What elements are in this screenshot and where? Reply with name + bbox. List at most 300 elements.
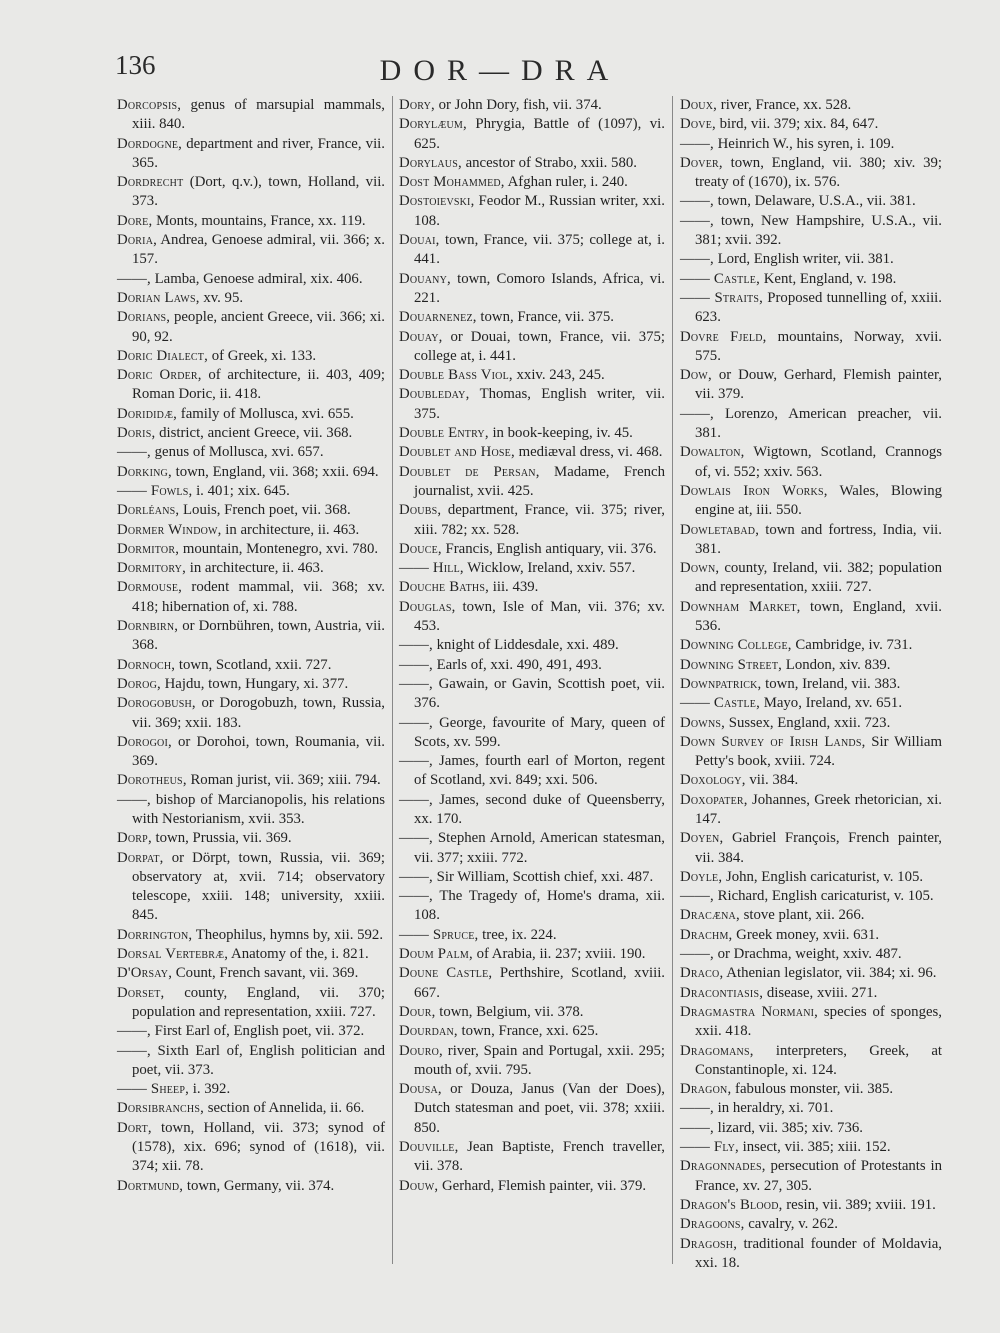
entry-headword: Dorking, xyxy=(117,463,172,480)
index-entry xyxy=(399,540,665,559)
entry-text: or Douza, Janus (Van der Does), Dutch statesman and poet, vii. 378; xxiii. 850. xyxy=(414,1081,666,1136)
entry-headword: ——, xyxy=(680,405,714,422)
entry-headword: Doyle, xyxy=(680,868,723,885)
index-entry xyxy=(399,829,665,868)
index-entry xyxy=(680,964,942,983)
entry-headword: ——, xyxy=(117,791,151,808)
entry-text: Louis, French poet, vii. 368. xyxy=(183,502,351,519)
entry-text: Cambridge, iv. 731. xyxy=(795,637,913,654)
entry-text: Phrygia, Battle of (1097), vi. 625. xyxy=(414,116,665,152)
index-entry xyxy=(117,791,385,830)
entry-text: Heinrich W., his syren, i. 109. xyxy=(717,135,895,152)
index-entry xyxy=(117,424,385,443)
entry-headword: Dousa, xyxy=(399,1081,442,1098)
entry-headword: Dost Mohammed, xyxy=(399,174,505,191)
entry-headword: —— Straits, xyxy=(680,289,763,306)
entry-text: in heraldry, xi. 701. xyxy=(717,1100,834,1117)
index-entry xyxy=(117,366,385,405)
index-entry xyxy=(399,154,665,173)
entry-headword: Dorog, xyxy=(117,675,161,692)
index-entry xyxy=(680,984,942,1003)
index-entry xyxy=(680,656,942,675)
index-entry xyxy=(680,1080,942,1099)
entry-text: department and river, France, vii. 365. xyxy=(132,135,385,171)
index-entry xyxy=(117,964,385,983)
entry-text: town, Belgium, vii. 378. xyxy=(439,1003,584,1020)
index-entry xyxy=(399,714,665,753)
index-entry xyxy=(117,617,385,656)
entry-text: Sir William, Scottish chief, xxi. 487. xyxy=(436,868,654,885)
entry-text: Kent, England, v. 198. xyxy=(763,270,897,287)
index-entry xyxy=(399,501,665,540)
entry-text: or Douai, town, France, vii. 375; college at, i. 441. xyxy=(414,328,666,364)
entry-text: vii. 384. xyxy=(749,772,799,789)
entry-text: people, ancient Greece, vii. 366; xi. 90, 92. xyxy=(132,309,385,345)
index-entry xyxy=(399,366,665,385)
entry-headword: Doubleday, xyxy=(399,386,470,403)
index-entry xyxy=(117,559,385,578)
entry-text: of Greek, xi. 133. xyxy=(211,347,317,364)
entry-text: knight of Liddesdale, xxi. 489. xyxy=(436,637,619,654)
index-entry xyxy=(680,443,942,482)
index-entry xyxy=(399,1022,665,1041)
index-column-2 xyxy=(399,96,665,1196)
index-entry xyxy=(399,1177,665,1196)
index-entry xyxy=(680,675,942,694)
entry-headword: Downham Market, xyxy=(680,598,801,615)
entry-text: town, New Hampshire, U.S.A., vii. 381; xvii. 392. xyxy=(695,212,942,249)
index-entry xyxy=(680,598,942,637)
entry-text: in book-keeping, iv. 45. xyxy=(492,425,633,442)
entry-text: Gabriel François, French painter, vii. 384. xyxy=(695,830,943,866)
index-entry xyxy=(680,250,942,269)
index-entry xyxy=(399,559,665,578)
index-entry xyxy=(117,984,385,1023)
entry-headword: Dornbirn, xyxy=(117,618,179,635)
index-entry xyxy=(680,1119,942,1138)
index-entry xyxy=(399,868,665,887)
index-column-3 xyxy=(680,96,942,1273)
index-entry xyxy=(680,521,942,560)
entry-text: fabulous monster, vii. 385. xyxy=(735,1081,894,1098)
entry-text: mountain, Montenegro, xvi. 780. xyxy=(182,540,379,557)
entry-text: Gawain, or Gavin, Scottish poet, vii. 376. xyxy=(414,675,665,712)
index-entry xyxy=(399,385,665,424)
entry-text: Stephen Arnold, American statesman, vii. 377; xxiii. 772. xyxy=(414,830,665,866)
entry-headword: ——, xyxy=(399,753,433,770)
entry-text: Francis, English antiquary, vii. 376. xyxy=(445,540,657,557)
entry-text: town, France, xxi. 625. xyxy=(461,1023,599,1040)
entry-text: genus of Mollusca, xvi. 657. xyxy=(154,444,324,461)
entry-headword: Dover, xyxy=(680,154,723,171)
entry-text: bishop of Marcianopolis, his relations with Nestorianism, xvii. 353. xyxy=(132,791,385,827)
entry-headword: D'Orsay, xyxy=(117,965,173,982)
entry-headword: Dormouse, xyxy=(117,579,183,596)
entry-headword: Dorpat, xyxy=(117,849,164,866)
entry-text: town, Delaware, U.S.A., vii. 381. xyxy=(717,193,916,210)
entry-text: town, England, vii. 380; xiv. 39; treaty of (1670), ix. 576. xyxy=(695,154,943,191)
index-entry xyxy=(117,347,385,366)
entry-text: John, English caricaturist, v. 105. xyxy=(725,868,924,885)
index-entry xyxy=(680,154,942,193)
index-entry xyxy=(117,656,385,675)
entry-headword: Double Entry, xyxy=(399,425,489,442)
entry-headword: ——, xyxy=(117,444,151,461)
entry-headword: Dragosh, xyxy=(680,1235,738,1252)
entry-headword: ——, xyxy=(680,251,714,268)
index-entry xyxy=(117,733,385,772)
entry-text: James, second duke of Queensberry, xx. 170. xyxy=(414,791,665,827)
entry-text: Jean Baptiste, French traveller, vii. 378. xyxy=(414,1139,665,1175)
entry-text: district, ancient Greece, vii. 368. xyxy=(159,425,353,442)
entry-text: Wales, Blowing engine at, iii. 550. xyxy=(695,482,942,519)
entry-text: town and fortress, India, vii. 381. xyxy=(695,521,942,557)
index-entry xyxy=(117,405,385,424)
entry-headword: —— Fly, xyxy=(680,1139,739,1156)
index-entry xyxy=(680,115,942,134)
entry-text: Gerhard, Flemish painter, vii. 379. xyxy=(441,1177,647,1194)
index-entry xyxy=(117,463,385,482)
entry-headword: ——, xyxy=(117,1042,151,1059)
entry-text: town, Isle of Man, vii. 376; xv. 453. xyxy=(414,598,665,635)
entry-headword: Downpatrick, xyxy=(680,675,762,692)
entry-headword: ——, xyxy=(117,1023,151,1040)
entry-headword: Downing College, xyxy=(680,637,792,654)
index-entry xyxy=(680,1042,942,1081)
index-entry xyxy=(117,289,385,308)
entry-headword: Dowletabad, xyxy=(680,521,760,538)
entry-headword: ——, xyxy=(680,212,714,229)
entry-headword: Dortmund, xyxy=(117,1177,184,1194)
entry-headword: ——, xyxy=(680,193,714,210)
index-entry xyxy=(399,96,665,115)
entry-text: tree, ix. 224. xyxy=(482,926,557,943)
entry-text: rodent mammal, vii. 368; xv. 418; hibernation of, xi. 788. xyxy=(132,579,385,615)
index-entry xyxy=(680,868,942,887)
entry-text: Johannes, Greek rhetorician, xi. 147. xyxy=(695,791,943,827)
entry-headword: Dorléans, xyxy=(117,502,180,519)
entry-headword: Doublet de Persan, xyxy=(399,463,540,480)
index-entry xyxy=(117,482,385,501)
entry-headword: Dragonnades, xyxy=(680,1158,766,1175)
entry-text: genus of marsupial mammals, xiii. 840. xyxy=(132,97,385,133)
entry-text: First Earl of, English poet, vii. 372. xyxy=(154,1023,365,1040)
entry-headword: Double Bass Viol, xyxy=(399,367,513,384)
entry-text: Lamba, Genoese admiral, xix. 406. xyxy=(154,270,363,287)
index-entry xyxy=(117,926,385,945)
entry-text: mountains, Norway, xvii. 575. xyxy=(695,328,943,364)
index-entry xyxy=(399,115,665,154)
index-entry xyxy=(399,926,665,945)
entry-headword: Dorogoi, xyxy=(117,733,172,750)
index-entry xyxy=(399,964,665,1003)
entry-headword: Dove, xyxy=(680,116,716,133)
entry-text: town, France, vii. 375. xyxy=(480,309,614,326)
entry-headword: Dorylaus, xyxy=(399,154,462,171)
entry-headword: Dracæna, xyxy=(680,907,740,924)
entry-headword: Doum Palm, xyxy=(399,946,473,963)
entry-text: river, France, xx. 528. xyxy=(720,97,852,113)
entry-headword: ——, xyxy=(399,830,433,847)
entry-text: or Dorohoi, town, Roumania, vii. 369. xyxy=(132,733,386,770)
entry-headword: Dracontiasis, xyxy=(680,984,764,1001)
entry-text: Sussex, England, xxii. 723. xyxy=(728,714,891,731)
column-divider xyxy=(672,96,673,1264)
entry-headword: Doune Castle, xyxy=(399,965,493,982)
entry-text: species of sponges, xxii. 418. xyxy=(695,1003,943,1040)
index-entry xyxy=(680,366,942,405)
index-entry xyxy=(680,1235,942,1274)
entry-headword: —— Fowls, xyxy=(117,482,193,499)
entry-text: Wicklow, Ireland, xxiv. 557. xyxy=(467,560,636,577)
entry-text: Andrea, Genoese admiral, vii. 366; x. 157. xyxy=(132,232,385,268)
entry-headword: Douglas, xyxy=(399,598,456,615)
entry-headword: Doric Order, xyxy=(117,367,202,384)
index-entry xyxy=(117,771,385,790)
entry-text: town, Germany, vii. 374. xyxy=(186,1177,335,1194)
index-entry xyxy=(680,887,942,906)
index-entry xyxy=(680,1099,942,1118)
index-entry xyxy=(117,694,385,733)
entry-text: Proposed tunnelling of, xxiii. 623. xyxy=(695,289,942,326)
index-entry xyxy=(117,829,385,848)
entry-headword: Dorsibranchs, xyxy=(117,1100,205,1117)
index-entry xyxy=(399,1042,665,1081)
index-entry xyxy=(117,945,385,964)
entry-text: or John Dory, fish, vii. 374. xyxy=(438,97,602,113)
index-entry xyxy=(117,231,385,270)
index-entry xyxy=(680,906,942,925)
page-title: DOR—DRA xyxy=(379,54,621,87)
entry-headword: Dovre Fjeld, xyxy=(680,328,767,345)
index-entry xyxy=(117,1022,385,1041)
entry-text: Monts, mountains, France, xx. 119. xyxy=(156,212,366,229)
entry-headword: Dordogne, xyxy=(117,135,183,152)
index-entry xyxy=(399,656,665,675)
entry-headword: Doux, xyxy=(680,97,718,113)
entry-headword: Douay, xyxy=(399,328,443,345)
index-entry xyxy=(117,173,385,212)
entry-text: Sixth Earl of, English politician and poet, vii. 373. xyxy=(132,1042,385,1078)
entry-headword: Dorian Laws, xyxy=(117,289,200,306)
entry-headword: Dostoievski, xyxy=(399,193,475,210)
index-entry xyxy=(680,636,942,655)
index-entry xyxy=(117,308,385,347)
index-entry xyxy=(680,714,942,733)
index-entry xyxy=(117,501,385,520)
index-entry xyxy=(399,1138,665,1177)
entry-headword: Doyen, xyxy=(680,830,724,847)
entry-headword: Doric Dialect, xyxy=(117,347,209,364)
index-entry xyxy=(399,945,665,964)
entry-headword: Dragoons, xyxy=(680,1216,745,1233)
entry-headword: ——, xyxy=(399,791,433,808)
entry-text: The Tragedy of, Home's drama, xii. 108. xyxy=(414,888,665,924)
entry-headword: Doxology, xyxy=(680,772,746,789)
index-entry xyxy=(680,694,942,713)
entry-text: county, Ireland, vii. 382; population and representation, xxiii. 727. xyxy=(695,560,943,596)
entry-headword: Dorcopsis, xyxy=(117,97,182,113)
entry-text: Theophilus, hymns by, xii. 592. xyxy=(195,926,384,943)
entry-headword: Douro, xyxy=(399,1042,443,1059)
index-entry xyxy=(680,270,942,289)
entry-text: or Dornbühren, town, Austria, vii. 368. xyxy=(132,618,385,654)
page-number: 136 xyxy=(115,50,156,80)
index-entry xyxy=(117,521,385,540)
entry-headword: Doris, xyxy=(117,425,156,442)
entry-headword: ——, xyxy=(680,888,714,905)
entry-headword: Dragon, xyxy=(680,1081,732,1098)
entry-text: town, Comoro Islands, Africa, vi. 221. xyxy=(414,270,666,306)
entry-text: town, France, vii. 375; college at, i. 441. xyxy=(414,232,665,268)
entry-headword: ——, xyxy=(399,656,433,673)
index-entry xyxy=(680,1196,942,1215)
entry-headword: ——, xyxy=(117,270,151,287)
entry-headword: Dore, xyxy=(117,212,153,229)
entry-text: town, Scotland, xxii. 727. xyxy=(178,656,332,673)
index-entry xyxy=(399,328,665,367)
entry-text: family of Mollusca, xvi. 655. xyxy=(180,405,354,422)
entry-headword: ——, xyxy=(399,868,433,885)
entry-headword: Doria, xyxy=(117,232,158,249)
entry-headword: Dorrington, xyxy=(117,926,193,943)
index-column-1 xyxy=(117,96,385,1196)
entry-headword: ——, xyxy=(399,637,433,654)
index-entry xyxy=(680,289,942,328)
entry-text: town, Prussia, vii. 369. xyxy=(155,830,292,847)
entry-text: lizard, vii. 385; xiv. 736. xyxy=(717,1119,863,1136)
index-entry xyxy=(117,578,385,617)
index-entry xyxy=(399,1003,665,1022)
index-entry xyxy=(399,675,665,714)
entry-text: xv. 95. xyxy=(203,289,244,306)
entry-text: i. 401; xix. 645. xyxy=(196,482,290,499)
entry-text: traditional founder of Moldavia, xxi. 18. xyxy=(695,1235,942,1271)
entry-text: Greek money, xvii. 631. xyxy=(736,926,880,943)
index-entry xyxy=(680,945,942,964)
entry-headword: Dour, xyxy=(399,1003,436,1020)
index-entry xyxy=(117,1119,385,1177)
entry-headword: Dory, xyxy=(399,97,435,113)
entry-text: Count, French savant, vii. 369. xyxy=(175,965,359,982)
index-entry xyxy=(399,1080,665,1138)
entry-text: disease, xviii. 271. xyxy=(766,984,878,1001)
entry-text: town, England, xvii. 536. xyxy=(695,598,942,635)
entry-text: Lord, English writer, vii. 381. xyxy=(717,251,894,268)
entry-headword: Downing Street, xyxy=(680,656,783,673)
index-entry xyxy=(680,771,942,790)
entry-headword: Dowalton, xyxy=(680,444,745,461)
index-entry xyxy=(680,405,942,444)
entry-headword: Doublet and Hose, xyxy=(399,444,515,461)
entry-text: or Douw, Gerhard, Flemish painter, vii. 379. xyxy=(695,367,943,403)
entry-text: Richard, English caricaturist, v. 105. xyxy=(717,888,934,905)
index-entry xyxy=(680,791,942,830)
index-entry xyxy=(680,328,942,367)
entry-headword: Dorsal Vertebræ, xyxy=(117,946,229,963)
entry-headword: Dragomans, xyxy=(680,1042,754,1059)
index-entry xyxy=(399,752,665,791)
entry-headword: —— Spruce, xyxy=(399,926,479,943)
index-entry xyxy=(399,598,665,637)
entry-text: Wigtown, Scotland, Crannogs of, vi. 552; xxiv. 563. xyxy=(695,444,942,480)
index-entry xyxy=(399,308,665,327)
index-entry xyxy=(117,1080,385,1099)
index-entry xyxy=(680,559,942,598)
index-entry xyxy=(117,135,385,174)
index-entry xyxy=(117,96,385,135)
entry-headword: Draco, xyxy=(680,965,724,982)
entry-text: Lorenzo, American preacher, vii. 381. xyxy=(695,405,942,442)
entry-headword: Dorotheus, xyxy=(117,772,187,789)
entry-headword: Dorp, xyxy=(117,830,152,847)
index-entry xyxy=(680,733,942,772)
entry-text: ancestor of Strabo, xxii. 580. xyxy=(465,154,637,171)
entry-text: Roman jurist, vii. 369; xiii. 794. xyxy=(190,772,381,789)
entry-text: department, France, vii. 375; river, xiii. 782; xx. 528. xyxy=(414,502,665,538)
entry-text: in architecture, ii. 463. xyxy=(189,560,324,577)
entry-text: section of Annelida, ii. 66. xyxy=(207,1100,365,1117)
entry-text: Perthshire, Scotland, xviii. 667. xyxy=(414,965,666,1001)
index-entry xyxy=(680,212,942,251)
index-entry xyxy=(399,463,665,502)
index-entry xyxy=(117,1042,385,1081)
index-entry xyxy=(680,1215,942,1234)
entry-headword: Dorset, xyxy=(117,984,165,1001)
entry-headword: Dorididæ, xyxy=(117,405,178,422)
entry-text: resin, vii. 389; xviii. 191. xyxy=(786,1196,936,1213)
entry-text: Feodor M., Russian writer, xxi. 108. xyxy=(414,193,665,229)
entry-headword: —— Sheep, xyxy=(117,1081,190,1098)
entry-text: river, Spain and Portugal, xxii. 295; mouth of, xvii. 795. xyxy=(414,1042,665,1078)
entry-text: Mayo, Ireland, xv. 651. xyxy=(763,695,903,712)
index-entry xyxy=(680,1138,942,1157)
entry-headword: ——, xyxy=(399,888,433,905)
entry-headword: Dormer Window, xyxy=(117,521,222,538)
entry-text: Afghan ruler, i. 240. xyxy=(507,174,628,191)
entry-text: (Dort, q.v.), town, Holland, vii. 373. xyxy=(132,174,385,210)
entry-text: London, xiv. 839. xyxy=(785,656,891,673)
index-entry xyxy=(399,443,665,462)
entry-headword: Dormitory, xyxy=(117,560,186,577)
index-entry xyxy=(399,636,665,655)
entry-headword: Dorogobush, xyxy=(117,695,196,712)
index-entry xyxy=(117,675,385,694)
entry-headword: Douarnenez, xyxy=(399,309,477,326)
index-entry xyxy=(117,212,385,231)
index-entry xyxy=(680,1003,942,1042)
index-entry xyxy=(399,791,665,830)
entry-text: town, Holland, vii. 373; synod of (1578), xix. 696; synod of (1618), vii. 374; xii. 78. xyxy=(132,1119,386,1175)
entry-text: George, favourite of Mary, queen of Scots, xv. 599. xyxy=(414,714,665,750)
index-entry xyxy=(680,192,942,211)
index-entry xyxy=(399,270,665,309)
entry-headword: Dragon's Blood, xyxy=(680,1196,783,1213)
index-entry xyxy=(399,231,665,270)
entry-headword: Douville, xyxy=(399,1139,459,1156)
entry-headword: Dragmastra Normani, xyxy=(680,1003,819,1020)
entry-headword: Dow, xyxy=(680,367,712,384)
index-entry xyxy=(680,135,942,154)
entry-text: Sir William Petty's book, xviii. 724. xyxy=(695,733,942,770)
entry-headword: Doxopater, xyxy=(680,791,748,808)
entry-text: or Dorogobuzh, town, Russia, vii. 369; xxii. 183. xyxy=(132,695,385,731)
entry-text: Earls of, xxi. 490, 491, 493. xyxy=(436,656,602,673)
entry-headword: ——, xyxy=(680,135,714,152)
index-entry xyxy=(117,270,385,289)
entry-text: town, Ireland, vii. 383. xyxy=(765,675,901,692)
entry-text: Hajdu, town, Hungary, xi. 377. xyxy=(164,675,349,692)
